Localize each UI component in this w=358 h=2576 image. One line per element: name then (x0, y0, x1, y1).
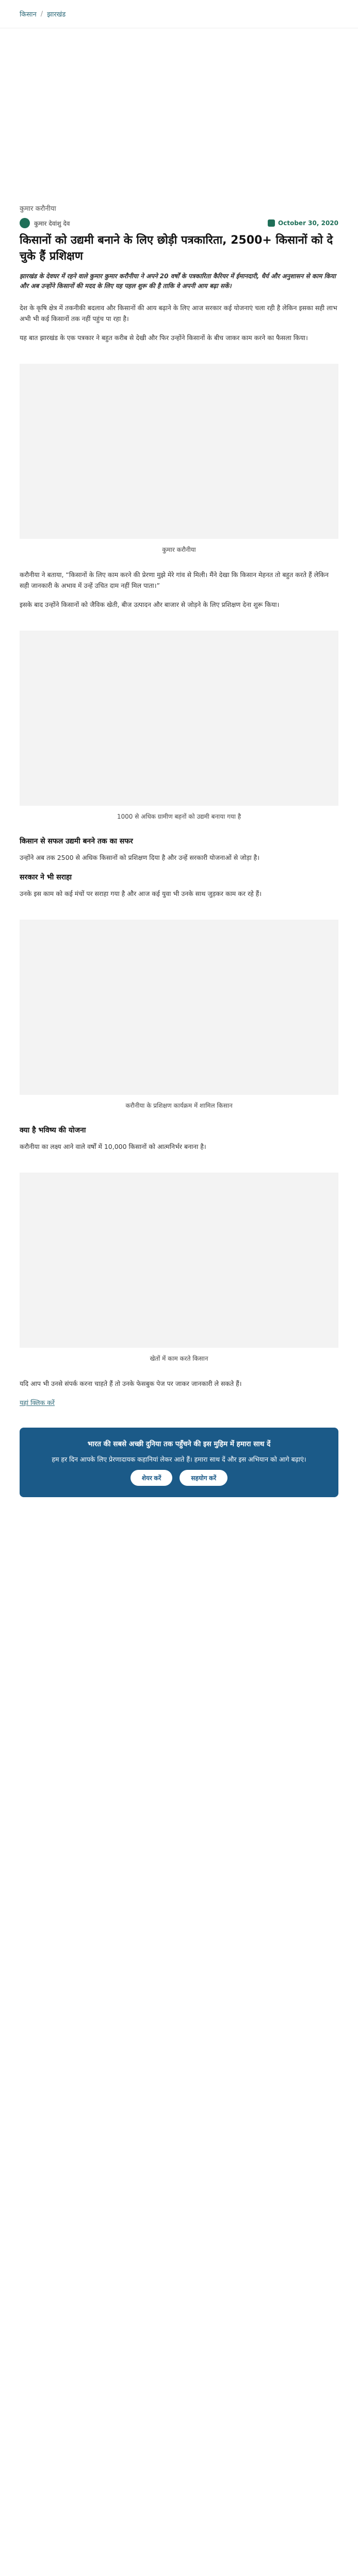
page-title: किसानों को उद्यमी बनाने के लिए छोड़ी पत्रकारिता, 2500+ किसानों को दे चुके हैं प्रशिक्षण (20, 234, 333, 263)
paragraph: करौनीया ने बताया, “किसानों के लिए काम करने की प्रेरणा मुझे मेरे गांव से मिली। मैंने देखा कि किसान मेहनत तो बहुत करते हैं लेकिन सही जानकारी के अभाव में उन्हें उचित दाम नहीं मिल पाता।” (20, 571, 329, 589)
date-text: October 30, 2020 (278, 219, 338, 227)
article (0, 204, 358, 1497)
calendar-icon (268, 219, 275, 227)
paragraph: उनके इस काम को कई मंचों पर सराहा गया है और आज कई युवा भी उनके साथ जुड़कर काम कर रहे हैं। (20, 890, 262, 897)
figure-4 (20, 1173, 338, 1363)
breadcrumb-category[interactable]: झारखंड (47, 11, 66, 19)
caption: 1000 से अधिक ग्रामीण बहनों को उद्यमी बनाया गया है (117, 813, 241, 820)
byline-name[interactable]: कुमार देवांशु देव (34, 219, 70, 227)
paragraph: यह बात झारखंड के एक पत्रकार ने बहुत करीब से देखी और फिर उन्होंने किसानों के बीच जाकर काम करने का फैसला किया। (20, 334, 308, 342)
ad-spacer (0, 28, 358, 204)
author-label: कुमार करौनीया (20, 205, 56, 213)
paragraph: देश के कृषि क्षेत्र में तकनीकी बदलाव और किसानों की आय बढ़ाने के लिए आज सरकार कई योजनाएं चला रही है लेकिन इसका सही लाभ अभी भी कई किसानों तक नहीं पहुंच पा रहा है। (20, 304, 337, 323)
image (20, 1173, 338, 1348)
figure-1 (20, 364, 338, 554)
share-button[interactable]: शेयर करें (131, 1470, 173, 1486)
breadcrumb-home[interactable]: किसान (20, 11, 37, 19)
section-heading: क्या है भविष्य की योजना (20, 1126, 86, 1134)
caption: कुमार करौनीया (162, 546, 196, 553)
avatar (20, 218, 30, 228)
caption: करौनीया के प्रशिक्षण कार्यक्रम में शामिल किसान (125, 1102, 233, 1109)
image (20, 631, 338, 806)
paragraph: उन्होंने अब तक 2500 से अधिक किसानों को प्रशिक्षण दिया है और उन्हें सरकारी योजनाओं से जोड़ा है। (20, 854, 259, 861)
footer-title: भारत की सबसे अच्छी दुनिया तक पहुँचने की इस मुहिम में हमारा साथ दें (87, 1440, 271, 1448)
figure-3 (20, 920, 338, 1110)
section-heading: किसान से सफल उद्यमी बनने तक का सफर (20, 837, 133, 845)
lede: झारखंड के देवघर में रहने वाले कुमार कुमार करौनीया ने अपने 20 वर्षों के पत्रकारिता कैरियर में ईमानदारी, धैर्य और अनुशासन से काम किया और अब उन्होंने किसानों की मदद के लिए यह पहल शुरू की है ताकि वे अपनी आय बढ़ा सकें। (20, 273, 336, 290)
footer-body: हम हर दिन आपके लिए प्रेरणादायक कहानियां लेकर आते हैं। हमारा साथ दें और इस अभियान को आगे बढ़ाएं। (52, 1455, 306, 1463)
meta (20, 218, 338, 228)
caption: खेतों में काम करते किसान (150, 1355, 208, 1362)
breadcrumb (0, 0, 358, 28)
paragraph: करौनीया का लक्ष्य आने वाले वर्षों में 10,000 किसानों को आत्मनिर्भर बनाना है। (20, 1143, 206, 1150)
figure-2 (20, 631, 338, 821)
date (268, 219, 338, 227)
byline (20, 218, 70, 228)
image (20, 364, 338, 539)
footer-card (20, 1428, 338, 1497)
inline-link[interactable]: यहां क्लिक करें (20, 1399, 55, 1406)
section-heading: सरकार ने भी सराहा (20, 873, 72, 882)
footer-actions (35, 1470, 323, 1486)
paragraph: यदि आप भी उनसे संपर्क करना चाहते हैं तो उनके फेसबुक पेज पर जाकर जानकारी ले सकते हैं। (20, 1380, 242, 1387)
breadcrumb-separator: / (40, 10, 43, 18)
support-button[interactable]: सहयोग करें (180, 1470, 227, 1486)
image (20, 920, 338, 1095)
paragraph: इसके बाद उन्होंने किसानों को जैविक खेती, बीज उत्पादन और बाजार से जोड़ने के लिए प्रशिक्षण देना शुरू किया। (20, 601, 280, 608)
